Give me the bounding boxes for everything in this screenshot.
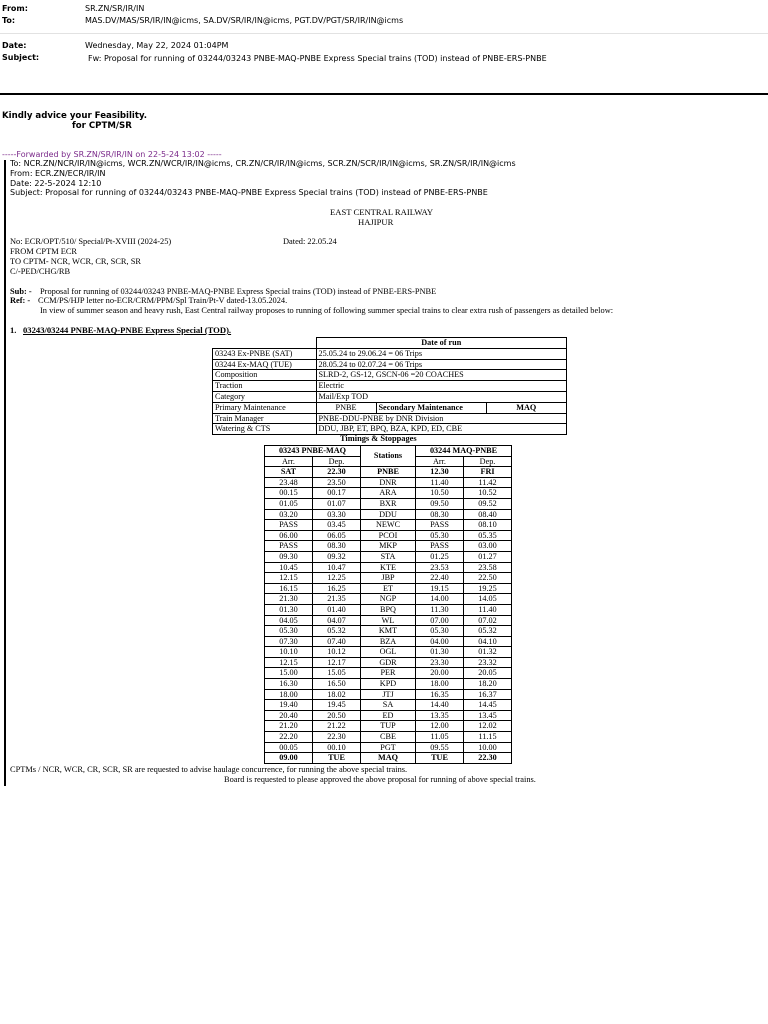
table-row: [265, 710, 512, 721]
right-dep-cell: 11.15: [464, 732, 512, 743]
right-arr-cell: 12.00: [416, 721, 464, 732]
left-dep-cell: 10.12: [313, 647, 361, 658]
table-row: [213, 413, 567, 424]
station-cell: OGL: [361, 647, 416, 658]
dep-header: Dep.: [464, 456, 512, 467]
station-cell: KMT: [361, 626, 416, 637]
station-cell: KTE: [361, 562, 416, 573]
forwarded-header: -----Forwarded by SR.ZN/SR/IR/IN on 22-5-24 13:02 -----: [2, 150, 222, 159]
forwarded-quote-bar: [4, 160, 6, 786]
item-number: 1.: [10, 325, 17, 335]
run-details-table: [212, 337, 567, 435]
left-arr-cell: PASS: [265, 520, 313, 531]
table-row: [265, 551, 512, 562]
arr-header: Arr.: [416, 456, 464, 467]
right-arr-cell: 14.40: [416, 700, 464, 711]
table-row: [265, 636, 512, 647]
left-dep-cell: 06.05: [313, 530, 361, 541]
table-row: [265, 509, 512, 520]
right-arr-cell: 09.50: [416, 498, 464, 509]
station-cell: ED: [361, 710, 416, 721]
table-row: [213, 370, 567, 381]
station-cell: JTJ: [361, 689, 416, 700]
table-row: [213, 359, 567, 370]
right-arr-cell: 23.53: [416, 562, 464, 573]
left-arr-cell: 01.30: [265, 604, 313, 615]
table-row: [265, 583, 512, 594]
right-arr-cell: 22.40: [416, 573, 464, 584]
station-cell: PNBE: [361, 467, 416, 478]
table-row: [265, 488, 512, 499]
left-arr-cell: 12.15: [265, 657, 313, 668]
left-arr-cell: 23.48: [265, 477, 313, 488]
run-value: SLRD-2, GS-12, GSCN-06 =20 COACHES: [316, 370, 567, 381]
timings-table: [264, 445, 512, 764]
right-arr-cell: 04.00: [416, 636, 464, 647]
left-dep-cell: 12.17: [313, 657, 361, 668]
left-dep-cell: 23.50: [313, 477, 361, 488]
left-arr-cell: 07.30: [265, 636, 313, 647]
station-cell: BZA: [361, 636, 416, 647]
letter-to: TO CPTM- NCR, WCR, CR, SCR, SR: [10, 257, 141, 266]
run-label: 03244 Ex-MAQ (TUE): [213, 359, 317, 370]
from-label: From:: [2, 4, 28, 13]
table-row: [265, 541, 512, 552]
right-dep-cell: 08.10: [464, 520, 512, 531]
right-dep-cell: 11.42: [464, 477, 512, 488]
right-arr-cell: 13.35: [416, 710, 464, 721]
left-dep-cell: 10.47: [313, 562, 361, 573]
station-cell: KPD: [361, 679, 416, 690]
right-arr-cell: 10.50: [416, 488, 464, 499]
letter-ref-no: No: ECR/OPT/510/ Special/Pt-XVIII (2024-25): [10, 237, 172, 246]
body-line-1: Kindly advice your Feasibility.: [2, 111, 148, 121]
right-dep-cell: 23.58: [464, 562, 512, 573]
left-dep-cell: 05.32: [313, 626, 361, 637]
left-arr-cell: 15.00: [265, 668, 313, 679]
body-line-2: for CPTM/SR: [72, 121, 132, 131]
left-dep-cell: 01.40: [313, 604, 361, 615]
from-value[interactable]: SR.ZN/SR/IR/IN: [85, 4, 145, 13]
dep-header: Dep.: [313, 456, 361, 467]
station-cell: TUP: [361, 721, 416, 732]
run-label: Traction: [213, 381, 317, 392]
forwarded-from: From: ECR.ZN/ECR/IR/IN: [10, 169, 106, 178]
right-arr-cell: 19.15: [416, 583, 464, 594]
left-dep-cell: 12.25: [313, 573, 361, 584]
letter-ref-text: CCM/PS/HJP letter no-ECR/CRM/PPM/Spl Train/Pt-V dated-13.05.2024.: [38, 296, 288, 305]
right-arr-cell: 05.30: [416, 530, 464, 541]
arr-header: Arr.: [265, 456, 313, 467]
letter-place: HAJIPUR: [358, 217, 394, 227]
table-row: [265, 562, 512, 573]
item-title: 03243/03244 PNBE-MAQ-PNBE Express Special (TOD).: [23, 325, 232, 335]
letter-org: EAST CENTRAL RAILWAY: [330, 207, 434, 217]
table-row: [265, 594, 512, 605]
station-cell: DNR: [361, 477, 416, 488]
left-dep-cell: 15.05: [313, 668, 361, 679]
table-row: [213, 391, 567, 402]
left-arr-cell: 20.40: [265, 710, 313, 721]
left-dep-cell: 07.40: [313, 636, 361, 647]
left-arr-cell: 06.00: [265, 530, 313, 541]
right-dep-cell: 14.45: [464, 700, 512, 711]
left-arr-cell: 16.30: [265, 679, 313, 690]
right-dep-cell: 13.45: [464, 710, 512, 721]
table-row: [265, 721, 512, 732]
letter-from: FROM CPTM ECR: [10, 247, 78, 256]
secondary-maintenance-label: Secondary Maintenance: [376, 402, 486, 413]
table-row: [265, 679, 512, 690]
left-arr-cell: 05.30: [265, 626, 313, 637]
right-dep-cell: 10.00: [464, 742, 512, 753]
letter-cc: C/-PED/CHG/RB: [10, 267, 71, 276]
station-cell: BXR: [361, 498, 416, 509]
header-bottom-rule: [0, 93, 768, 95]
table-row: [265, 530, 512, 541]
left-dep-cell: 22.30: [313, 467, 361, 478]
right-dep-cell: 14.05: [464, 594, 512, 605]
timings-body: [265, 467, 512, 764]
left-arr-cell: 21.30: [265, 594, 313, 605]
left-arr-cell: 21.20: [265, 721, 313, 732]
left-dep-cell: 09.32: [313, 551, 361, 562]
left-arr-cell: 01.05: [265, 498, 313, 509]
right-arr-cell: 20.00: [416, 668, 464, 679]
train-manager-label: Train Manager: [213, 413, 317, 424]
subject-value: Fw: Proposal for running of 03244/03243 PNBE-MAQ-PNBE Express Special trains (TOD) instead of PNBE-ERS-PNBE: [88, 54, 547, 63]
table-row: [265, 573, 512, 584]
table-row: [265, 467, 512, 478]
right-arr-cell: 11.40: [416, 477, 464, 488]
table-row: [265, 615, 512, 626]
left-dep-cell: 00.17: [313, 488, 361, 499]
right-arr-cell: 09.55: [416, 742, 464, 753]
station-cell: ET: [361, 583, 416, 594]
station-cell: NGP: [361, 594, 416, 605]
left-arr-cell: 16.15: [265, 583, 313, 594]
right-arr-cell: 23.30: [416, 657, 464, 668]
right-dep-cell: 03.00: [464, 541, 512, 552]
table-row: [213, 402, 567, 413]
left-dep-cell: 01.07: [313, 498, 361, 509]
station-cell: PER: [361, 668, 416, 679]
left-arr-cell: PASS: [265, 541, 313, 552]
run-value: 25.05.24 to 29.06.24 = 06 Trips: [316, 348, 567, 359]
station-cell: SA: [361, 700, 416, 711]
right-dep-cell: 12.02: [464, 721, 512, 732]
right-dep-cell: 08.40: [464, 509, 512, 520]
left-train-header: 03243 PNBE-MAQ: [265, 446, 361, 457]
station-cell: CBE: [361, 732, 416, 743]
letter-dated: Dated: 22.05.24: [283, 237, 337, 246]
right-dep-cell: 09.52: [464, 498, 512, 509]
maintenance-label: Primary Maintenance: [213, 402, 317, 413]
train-manager-value: PNBE-DDU-PNBE by DNR Division: [316, 413, 567, 424]
left-dep-cell: 03.45: [313, 520, 361, 531]
right-dep-cell: 01.32: [464, 647, 512, 658]
left-arr-cell: 09.00: [265, 753, 313, 764]
table-row: [265, 732, 512, 743]
right-arr-cell: 07.00: [416, 615, 464, 626]
table-row: [265, 753, 512, 764]
right-dep-cell: 01.27: [464, 551, 512, 562]
table-row: [265, 742, 512, 753]
header-divider: [0, 33, 768, 34]
left-arr-cell: 10.10: [265, 647, 313, 658]
right-arr-cell: 12.30: [416, 467, 464, 478]
left-arr-cell: 09.30: [265, 551, 313, 562]
left-arr-cell: 04.05: [265, 615, 313, 626]
forwarded-date: Date: 22-5-2024 12:10: [10, 179, 102, 188]
run-label: Composition: [213, 370, 317, 381]
right-train-header: 03244 MAQ-PNBE: [416, 446, 512, 457]
stations-header: Stations: [361, 446, 416, 467]
table-row: [265, 700, 512, 711]
left-dep-cell: 21.22: [313, 721, 361, 732]
left-arr-cell: 00.05: [265, 742, 313, 753]
primary-maintenance-value: PNBE: [316, 402, 376, 413]
right-dep-cell: 10.52: [464, 488, 512, 499]
left-arr-cell: 22.20: [265, 732, 313, 743]
right-dep-cell: 11.40: [464, 604, 512, 615]
watering-value: DDU, JBP, ET, BPQ, BZA, KPD, ED, CBE: [316, 424, 567, 435]
left-arr-cell: 12.15: [265, 573, 313, 584]
footer-line-2: Board is requested to please approved the above proposal for running of above special trains.: [224, 775, 536, 784]
right-arr-cell: 11.30: [416, 604, 464, 615]
right-arr-cell: 11.05: [416, 732, 464, 743]
left-dep-cell: 19.45: [313, 700, 361, 711]
left-dep-cell: 16.50: [313, 679, 361, 690]
station-cell: MKP: [361, 541, 416, 552]
run-value: Mail/Exp TOD: [316, 391, 567, 402]
right-dep-cell: 18.20: [464, 679, 512, 690]
left-dep-cell: 21.35: [313, 594, 361, 605]
station-cell: ARA: [361, 488, 416, 499]
table-row: [265, 477, 512, 488]
table-row: [213, 348, 567, 359]
date-value: Wednesday, May 22, 2024 01:04PM: [85, 41, 229, 50]
left-dep-cell: 20.50: [313, 710, 361, 721]
table-row: [265, 498, 512, 509]
right-arr-cell: 01.30: [416, 647, 464, 658]
station-cell: JBP: [361, 573, 416, 584]
to-value[interactable]: MAS.DV/MAS/SR/IR/IN@icms, SA.DV/SR/IR/IN@icms, PGT.DV/PGT/SR/IR/IN@icms: [85, 16, 404, 25]
table-row: [265, 604, 512, 615]
right-dep-cell: 22.30: [464, 753, 512, 764]
left-dep-cell: 00.10: [313, 742, 361, 753]
right-arr-cell: 01.25: [416, 551, 464, 562]
right-arr-cell: TUE: [416, 753, 464, 764]
letter-sub-text: Proposal for running of 03244/03243 PNBE-MAQ-PNBE Express Special trains (TOD) instead of PNBE-ERS-PNBE: [40, 287, 437, 296]
station-cell: PGT: [361, 742, 416, 753]
right-arr-cell: 14.00: [416, 594, 464, 605]
table-row: [265, 668, 512, 679]
left-dep-cell: TUE: [313, 753, 361, 764]
left-dep-cell: 18.02: [313, 689, 361, 700]
secondary-maintenance-value: MAQ: [486, 402, 567, 413]
date-of-run-header: Date of run: [316, 338, 567, 349]
right-dep-cell: 05.32: [464, 626, 512, 637]
right-arr-cell: PASS: [416, 520, 464, 531]
left-dep-cell: 04.07: [313, 615, 361, 626]
left-arr-cell: 03.20: [265, 509, 313, 520]
station-cell: DDU: [361, 509, 416, 520]
station-cell: STA: [361, 551, 416, 562]
right-dep-cell: 16.37: [464, 689, 512, 700]
footer-line-1: CPTMs / NCR, WCR, CR, SCR, SR are requested to advise haulage concurrence, for running the above special trains.: [10, 765, 408, 774]
run-label: Category: [213, 391, 317, 402]
table-row: [265, 626, 512, 637]
table-row: [213, 338, 567, 349]
right-arr-cell: PASS: [416, 541, 464, 552]
right-dep-cell: FRI: [464, 467, 512, 478]
table-row: [265, 657, 512, 668]
letter-sub-label: Sub: -: [10, 287, 32, 296]
forwarded-to: To: NCR.ZN/NCR/IR/IN@icms, WCR.ZN/WCR/IR/IN@icms, CR.ZN/CR/IR/IN@icms, SCR.ZN/SCR/IR/IN@icms, SR.ZN/SR/IR/IN@icms: [10, 159, 516, 168]
table-row: [265, 520, 512, 531]
table-row: [265, 689, 512, 700]
station-cell: MAQ: [361, 753, 416, 764]
run-value: Electric: [316, 381, 567, 392]
left-arr-cell: SAT: [265, 467, 313, 478]
letter-ref-label: Ref: -: [10, 296, 31, 305]
right-dep-cell: 20.05: [464, 668, 512, 679]
table-row: [213, 381, 567, 392]
left-dep-cell: 16.25: [313, 583, 361, 594]
right-dep-cell: 04.10: [464, 636, 512, 647]
table-row: [265, 647, 512, 658]
station-cell: BPQ: [361, 604, 416, 615]
date-label: Date:: [2, 41, 27, 50]
right-arr-cell: 08.30: [416, 509, 464, 520]
run-label: 03243 Ex-PNBE (SAT): [213, 348, 317, 359]
subject-label: Subject:: [2, 53, 40, 62]
right-dep-cell: 23.32: [464, 657, 512, 668]
right-arr-cell: 16.35: [416, 689, 464, 700]
station-cell: NEWC: [361, 520, 416, 531]
station-cell: GDR: [361, 657, 416, 668]
forwarded-subject: Subject: Proposal for running of 03244/03243 PNBE-MAQ-PNBE Express Special trains (TOD) instead of PNBE-ERS-PNBE: [10, 188, 488, 197]
run-value: 28.05.24 to 02.07.24 = 06 Trips: [316, 359, 567, 370]
left-arr-cell: 19.40: [265, 700, 313, 711]
right-arr-cell: 05.30: [416, 626, 464, 637]
left-dep-cell: 03.30: [313, 509, 361, 520]
right-arr-cell: 18.00: [416, 679, 464, 690]
left-arr-cell: 10.45: [265, 562, 313, 573]
watering-label: Watering & CTS: [213, 424, 317, 435]
right-dep-cell: 07.02: [464, 615, 512, 626]
station-cell: PCOI: [361, 530, 416, 541]
left-arr-cell: 00.15: [265, 488, 313, 499]
table-header-row: [265, 446, 512, 457]
left-dep-cell: 22.30: [313, 732, 361, 743]
left-arr-cell: 18.00: [265, 689, 313, 700]
right-dep-cell: 19.25: [464, 583, 512, 594]
right-dep-cell: 05.35: [464, 530, 512, 541]
right-dep-cell: 22.50: [464, 573, 512, 584]
left-dep-cell: 08.30: [313, 541, 361, 552]
to-label: To:: [2, 16, 16, 25]
letter-paragraph: In view of summer season and heavy rush, East Central railway proposes to running of following summer special trains to clear extra rush of passengers as detailed below:: [40, 306, 614, 315]
timings-title: Timings & Stoppages: [340, 434, 417, 443]
station-cell: WL: [361, 615, 416, 626]
